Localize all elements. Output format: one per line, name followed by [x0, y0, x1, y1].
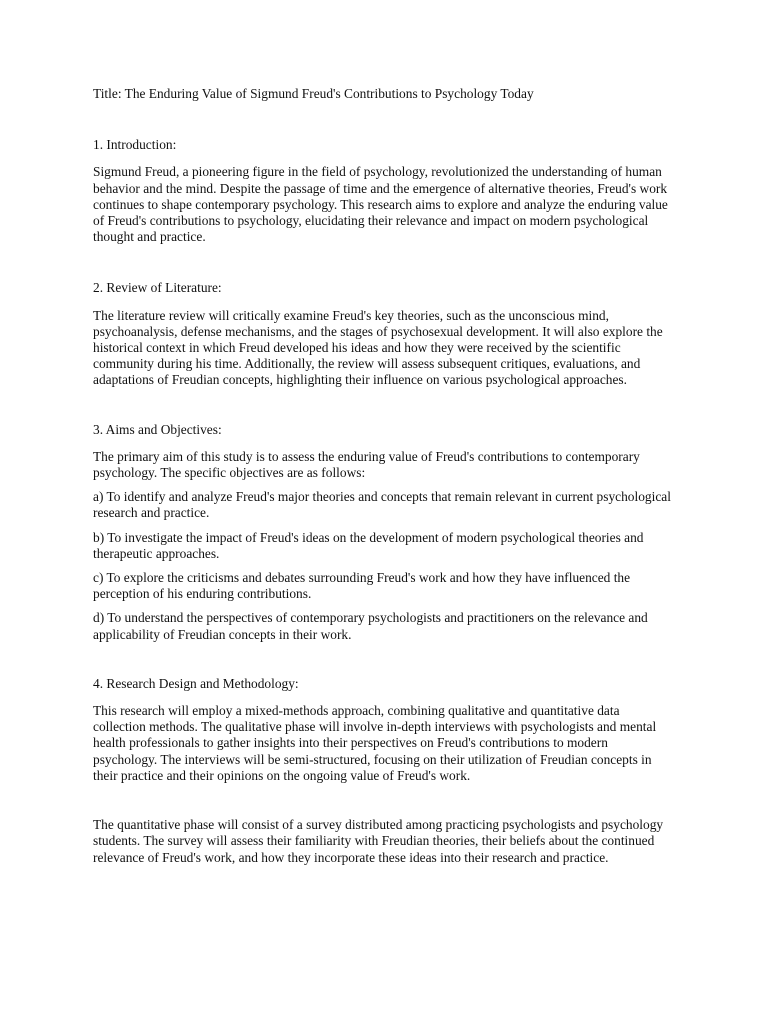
section-paragraph: Sigmund Freud, a pioneering figure in the field of psychology, revolutionized the understanding of human behavior and the mind. Despite the passage of time and the emergence of alternative theories, Freud's work continues to shape contemporary psychology. This research aims to explore and analyze the enduring value of Freud's contributions to psychology, elucidating their relevance and impact on modern psychological thought and practice. [93, 164, 668, 245]
objective-item: d) To understand the perspectives of contemporary psychologists and practitioners on the relevance and applicability of Freudian concepts in their work. [93, 610, 648, 642]
objective-item: a) To identify and analyze Freud's major theories and concepts that remain relevant in current psychological research and practice. [93, 489, 671, 521]
section-heading: 3. Aims and Objectives: [93, 421, 222, 437]
section-paragraph: This research will employ a mixed-methods approach, combining qualitative and quantitative data collection methods. The qualitative phase will involve in-depth interviews with psychologists and mental health professionals to gather insights into their perspectives on Freud's contributions to modern psychology. The interviews will be semi-structured, focusing on their utilization of Freudian concepts in their practice and their opinions on the ongoing value of Freud's work. [93, 703, 657, 783]
section-paragraph: The quantitative phase will consist of a survey distributed among practicing psychologists and psychology students. The survey will assess their familiarity with Freudian theories, their beliefs about the continued relevance of Freud's work, and how they incorporate these ideas into their research and practice. [93, 817, 664, 865]
document-page [93, 86, 675, 874]
section-heading: 1. Introduction: [93, 137, 177, 153]
section-paragraph: The literature review will critically examine Freud's key theories, such as the unconscious mind, psychoanalysis, defense mechanisms, and the stages of psychosexual development. It will also explore the historical context in which Freud developed his ideas and how they were received by the scientific community during his time. Additionally, the review will assess subsequent critiques, evaluations, and adaptations of Freudian concepts, highlighting their influence on various psychological approaches. [93, 307, 663, 388]
section-heading: 4. Research Design and Methodology: [93, 675, 299, 691]
document-title: Title: The Enduring Value of Sigmund Freud's Contributions to Psychology Today [93, 86, 534, 101]
objective-item: c) To explore the criticisms and debates surrounding Freud's work and how they have influenced the perception of his enduring contributions. [93, 570, 631, 602]
section-introduction [93, 137, 675, 245]
section-methodology [93, 676, 675, 866]
section-heading: 2. Review of Literature: [93, 280, 222, 296]
objective-item: b) To investigate the impact of Freud's ideas on the development of modern psychological theories and therapeutic approaches. [93, 529, 644, 561]
section-paragraph: The primary aim of this study is to assess the enduring value of Freud's contributions to contemporary psychology. The specific objectives are as follows: [93, 448, 640, 481]
section-aims [93, 422, 675, 643]
section-literature [93, 280, 675, 388]
